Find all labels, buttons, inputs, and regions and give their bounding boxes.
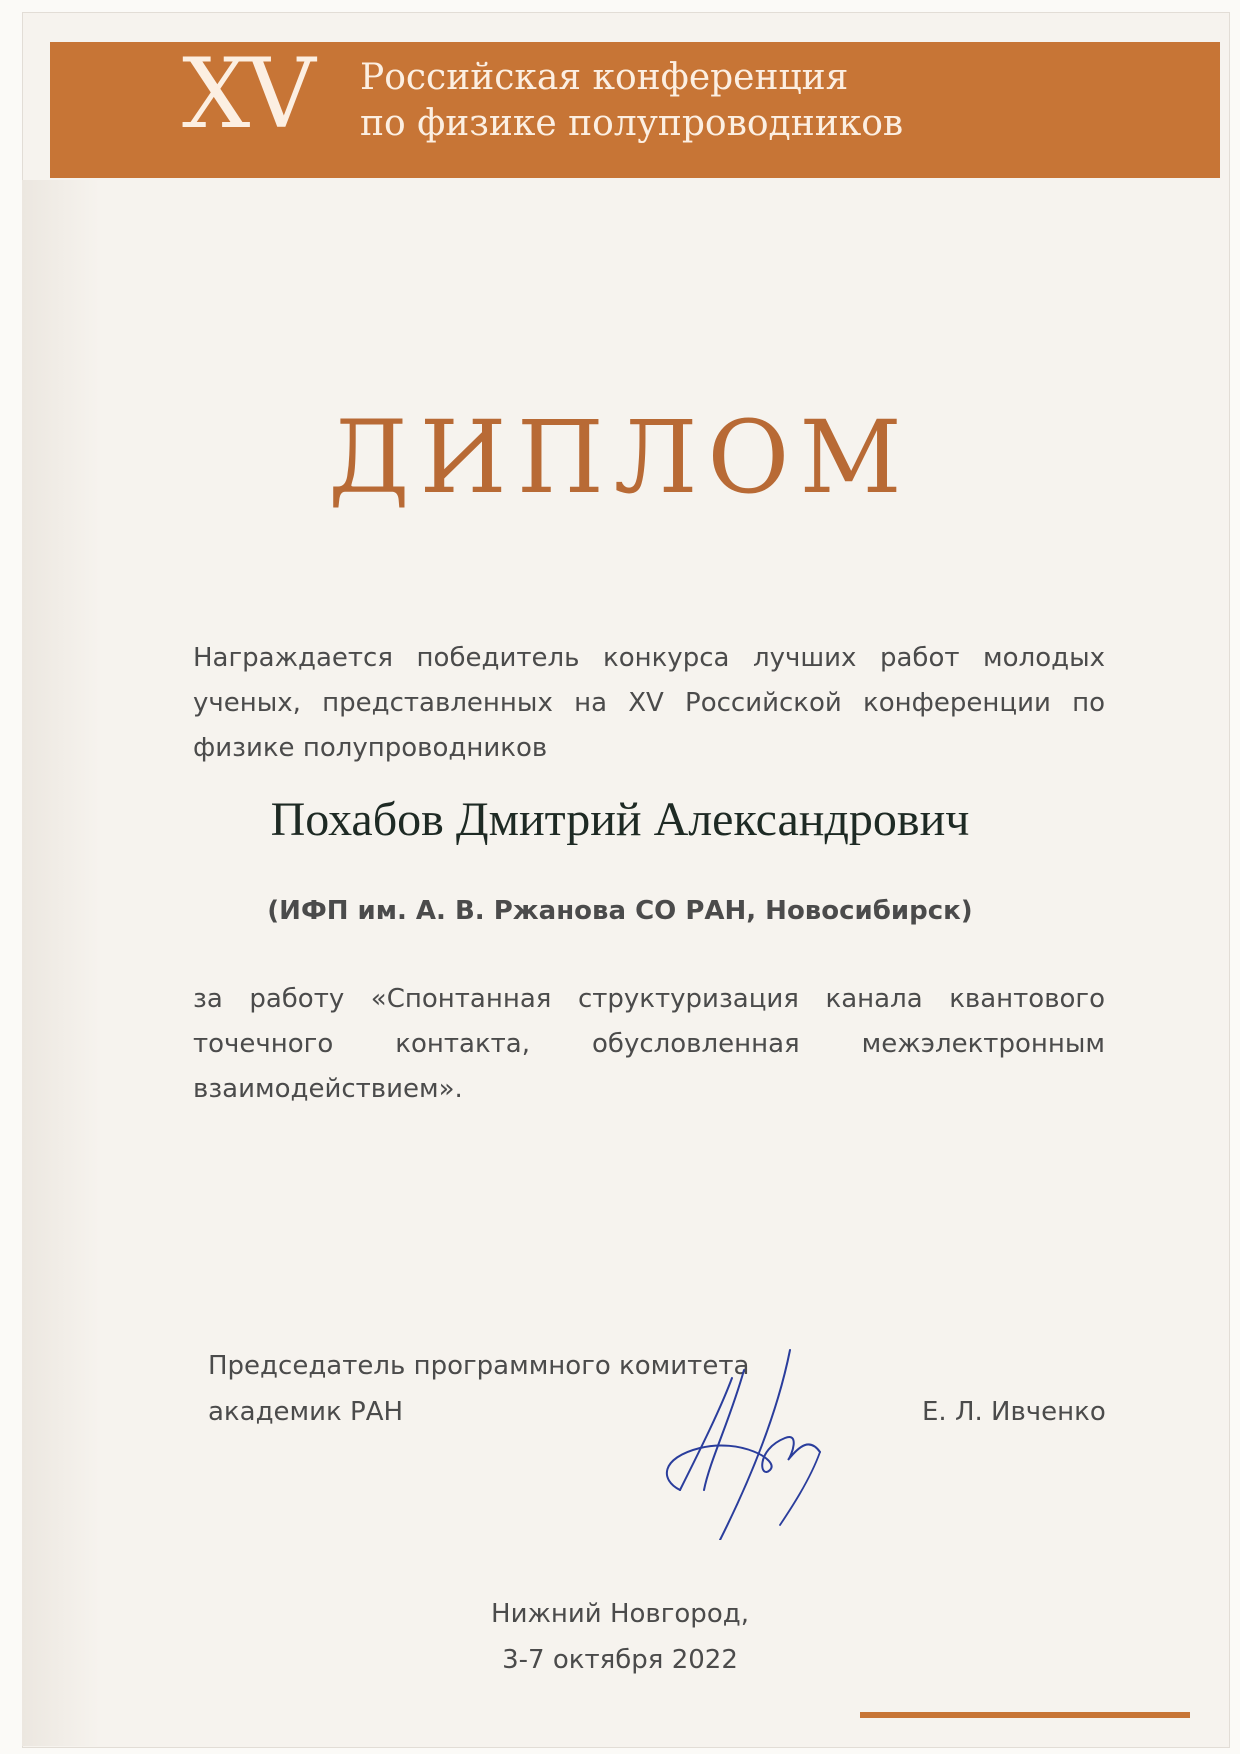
signatory-position-line2: академик РАН [208, 1397, 404, 1427]
signatory-position-line1: Председатель программного комитета [208, 1351, 750, 1381]
conference-title-line2: по физике полупроводников [360, 103, 904, 144]
work-description: за работу «Спонтанная структуризация канала квантового точечного контакта, обусловленная межэлектронным взаимодействием». [193, 984, 1105, 1104]
bottom-accent-bar [860, 1712, 1190, 1718]
certificate-sheet [22, 12, 1230, 1748]
award-text: Награждается победитель конкурса лучших работ молодых ученых, представленных на XV Российской конференции по физике полупроводников [193, 643, 1105, 763]
signatory-name: Е. Л. Ивченко [922, 1397, 1106, 1427]
event-location: Нижний Новгород, [491, 1599, 749, 1629]
conference-roman-numeral: XV [182, 38, 312, 150]
recipient-name: Похабов Дмитрий Александрович [270, 793, 970, 846]
event-place-date [0, 1591, 1240, 1683]
recipient-institution: (ИФП им. А. В. Ржанова СО РАН, Новосибирск) [267, 896, 973, 926]
conference-title-line1: Российская конференция [360, 57, 849, 98]
diploma-title: ДИПЛОМ [328, 399, 912, 516]
event-dates: 3-7 октября 2022 [502, 1645, 738, 1675]
handwritten-signature [660, 1340, 900, 1540]
